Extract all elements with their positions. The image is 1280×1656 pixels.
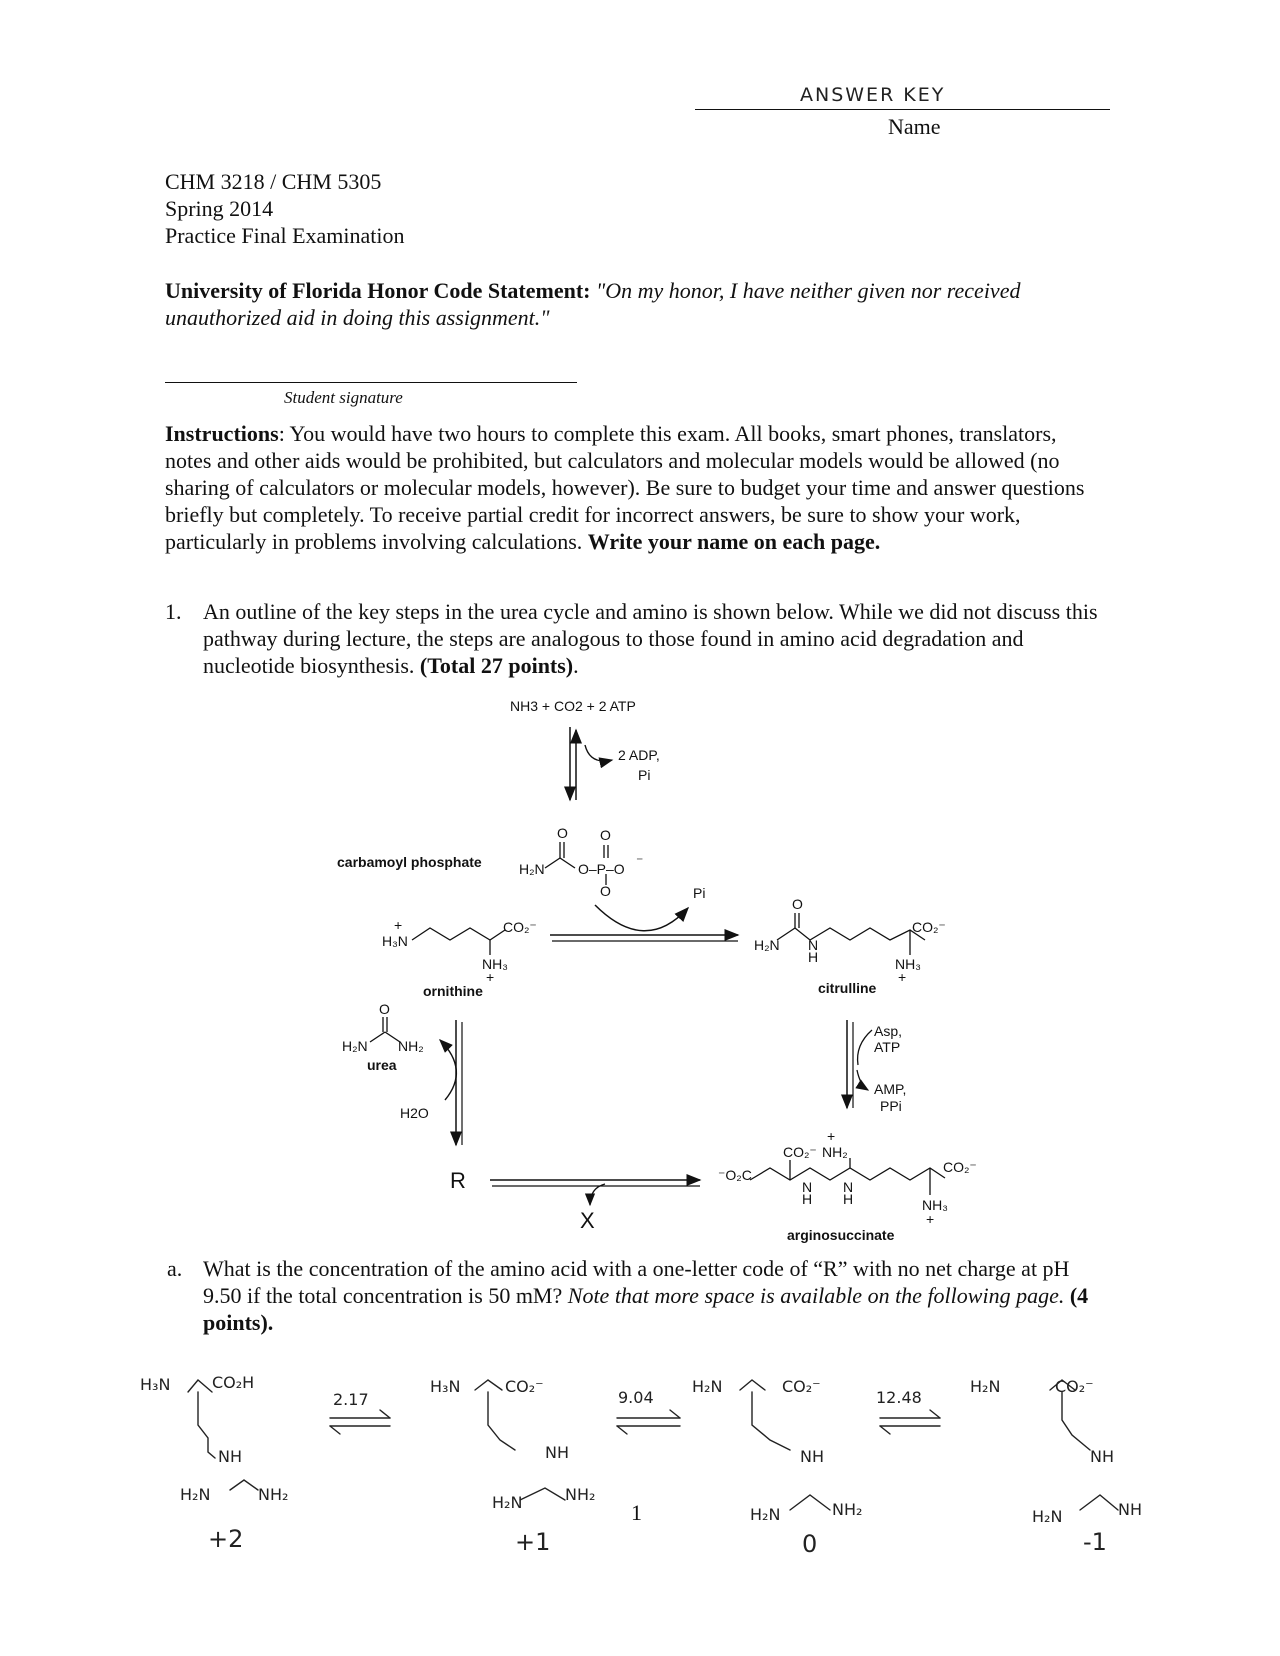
ornithine-h3n: H₃N (382, 933, 408, 949)
hw-s3-h2n: H₂N (692, 1377, 723, 1396)
citrulline-label: citrulline (818, 980, 877, 996)
hw-s1-nh: NH (218, 1447, 242, 1466)
argsucc-nh2: NH₂ (822, 1144, 848, 1160)
hw-s3-h2n-2: H₂N (750, 1505, 781, 1524)
urea-h2n: H₂N (342, 1038, 368, 1054)
part-a-note: Note that more space is available on the following page. (567, 1283, 1065, 1308)
citrulline-nh3-plus: + (898, 969, 907, 985)
argsucc-co2: CO₂⁻ (783, 1144, 817, 1160)
question-text (203, 598, 1103, 679)
course-code: CHM 3218 / CHM 5305 (165, 169, 382, 194)
citrulline-co2: CO₂⁻ (912, 919, 946, 935)
pka-3: 12.48 (876, 1388, 922, 1407)
carbamoyl-ppo: O–P–O (578, 861, 625, 877)
question-number: 1. (165, 599, 182, 624)
adp-release-arrow (585, 745, 612, 761)
r-label: R (450, 1168, 466, 1193)
honor-statement (165, 277, 1065, 331)
page-number: 1 (631, 1500, 642, 1525)
urea-release-arrow (440, 1040, 456, 1100)
argsucc-n1: N (802, 1179, 813, 1195)
hw-s2-h3n: H₃N (430, 1377, 461, 1396)
amp-ppi-arrow (857, 1070, 868, 1090)
pka-1: 2.17 (333, 1390, 369, 1409)
citrulline-n: N (808, 937, 819, 953)
top-products-1: 2 ADP, (618, 747, 660, 763)
citrulline-h: H (808, 949, 819, 965)
hw-s3-nh: NH (800, 1447, 824, 1466)
hw-s1-nh2: NH₂ (258, 1485, 289, 1504)
h2o-label: H2O (400, 1105, 429, 1121)
pi-release: Pi (693, 885, 706, 901)
signature-label: Student signature (284, 388, 403, 407)
course-term: Spring 2014 (165, 196, 274, 221)
part-a-points: (4 points). (203, 1283, 1089, 1335)
hw-s1-h2n: H₂N (180, 1485, 211, 1504)
hw-s1-h3n: H₃N (140, 1375, 171, 1394)
hw-s2-h2n: H₂N (492, 1493, 523, 1512)
hw-s4-co2: CO₂⁻ (1055, 1377, 1094, 1396)
hw-s3-co2: CO₂⁻ (782, 1377, 821, 1396)
argsucc-h2: H (843, 1191, 854, 1207)
charge-2: +1 (515, 1528, 551, 1556)
ornithine-structure (412, 928, 505, 955)
part-a-text (203, 1255, 1103, 1336)
carbamoyl-charge: ⁻ (636, 853, 644, 869)
signature-line (165, 382, 577, 383)
hw-s2-nh: NH (545, 1443, 569, 1462)
hw-s2-co2: CO₂⁻ (505, 1377, 544, 1396)
asp-atp-2: ATP (874, 1039, 901, 1055)
argsucc-co2-right: CO₂⁻ (943, 1159, 977, 1175)
argsucc-plus: + (827, 1128, 836, 1144)
ornithine-co2: CO₂⁻ (503, 919, 537, 935)
instructions-body: : You would have two hours to complete this exam. All books, smart phones, translators, notes and other aids would be prohibited, but calculators and molecular models would be allowed (no sharing of calculators or molecular models, however). Be sure to budget your time and answer questions briefly but completely. To receive partial credit for incorrect answers, be sure to show your work, particularly in problems involving calculations. (165, 421, 1085, 554)
carbamoyl-o3: O (600, 883, 611, 899)
urea-o: O (379, 1001, 390, 1017)
hw-s4-nh: NH (1090, 1447, 1114, 1466)
argsucc-o2c: ⁻O₂C (718, 1167, 752, 1183)
hw-s3-nh2: NH₂ (832, 1500, 863, 1519)
top-reactants: NH3 + CO2 + 2 ATP (510, 698, 636, 714)
hw-s4-h2n: H₂N (970, 1377, 1001, 1396)
name-label: Name (888, 114, 941, 139)
argsucc-n2: N (843, 1179, 854, 1195)
instructions-emphasis: Write your name on each page. (587, 529, 881, 554)
citrulline-structure (777, 913, 925, 955)
question-body: An outline of the key steps in the urea cycle and amino is shown below. While we did not discuss this pathway during lecture, the steps are analogous to those found in amino acid degradation and nucleotide biosynthesis. (203, 599, 1098, 678)
name-line (695, 109, 1110, 110)
urea-label: urea (367, 1057, 397, 1073)
part-a-letter: a. (167, 1256, 183, 1281)
instructions-label: Instructions (165, 421, 279, 446)
honor-label: University of Florida Honor Code Statement: (165, 278, 591, 303)
carbamoyl-o1: O (557, 825, 568, 841)
urea-structure (370, 1017, 400, 1042)
charge-3: 0 (802, 1530, 818, 1558)
citrulline-h2n: H₂N (754, 937, 780, 953)
carbamoyl-h2n: H₂N (519, 861, 545, 877)
ornithine-label: ornithine (423, 983, 483, 999)
carbamoyl-o2: O (600, 827, 611, 843)
hw-s2-nh2: NH₂ (565, 1485, 596, 1504)
pka-2: 9.04 (618, 1388, 654, 1407)
honor-quote: "On my honor, I have neither given nor received unauthorized aid in doing this assignment." (165, 278, 1021, 330)
citrulline-o: O (792, 896, 803, 912)
arginosuccinate-structure (750, 1158, 945, 1195)
carbamoyl-label: carbamoyl phosphate (337, 854, 482, 870)
hw-s1-co2h: CO₂H (212, 1373, 255, 1392)
pi-release-arrow (595, 905, 688, 931)
answer-key-handwritten: ANSWER KEY (800, 84, 946, 106)
exam-title: Practice Final Examination (165, 223, 405, 248)
question-tail: . (573, 653, 579, 678)
top-products-2: Pi (638, 767, 651, 783)
ornithine-nh3: NH₃ (482, 956, 508, 972)
hw-s4-h2n-2: H₂N (1032, 1507, 1063, 1526)
x-release-arrow (590, 1184, 605, 1205)
argsucc-nh3-plus: + (926, 1211, 935, 1227)
ornithine-nh3-plus: + (486, 969, 495, 985)
argsucc-nh3: NH₃ (922, 1197, 948, 1213)
part-a-question: What is the concentration of the amino acid with a one-letter code of “R” with no net charge at pH 9.50 if the total concentration is 50 mM? (203, 1256, 1070, 1308)
x-label: X (580, 1208, 595, 1233)
carbamoyl-structure (545, 842, 608, 885)
arginosuccinate-label: arginosuccinate (787, 1227, 895, 1243)
charge-1: +2 (208, 1525, 244, 1553)
instructions (165, 420, 1095, 555)
question-points: (Total 27 points) (419, 653, 574, 678)
hw-s4-nh: NH (1118, 1500, 1142, 1519)
urea-nh2: NH₂ (398, 1038, 424, 1054)
amp-ppi-1: AMP, (874, 1081, 907, 1097)
charge-4: -1 (1083, 1528, 1107, 1556)
asp-atp-arrow (858, 1030, 872, 1065)
ornithine-plus: + (394, 917, 403, 933)
citrulline-nh3: NH₃ (895, 956, 921, 972)
asp-atp-1: Asp, (874, 1023, 903, 1039)
argsucc-h1: H (802, 1191, 813, 1207)
amp-ppi-2: PPi (880, 1098, 902, 1114)
